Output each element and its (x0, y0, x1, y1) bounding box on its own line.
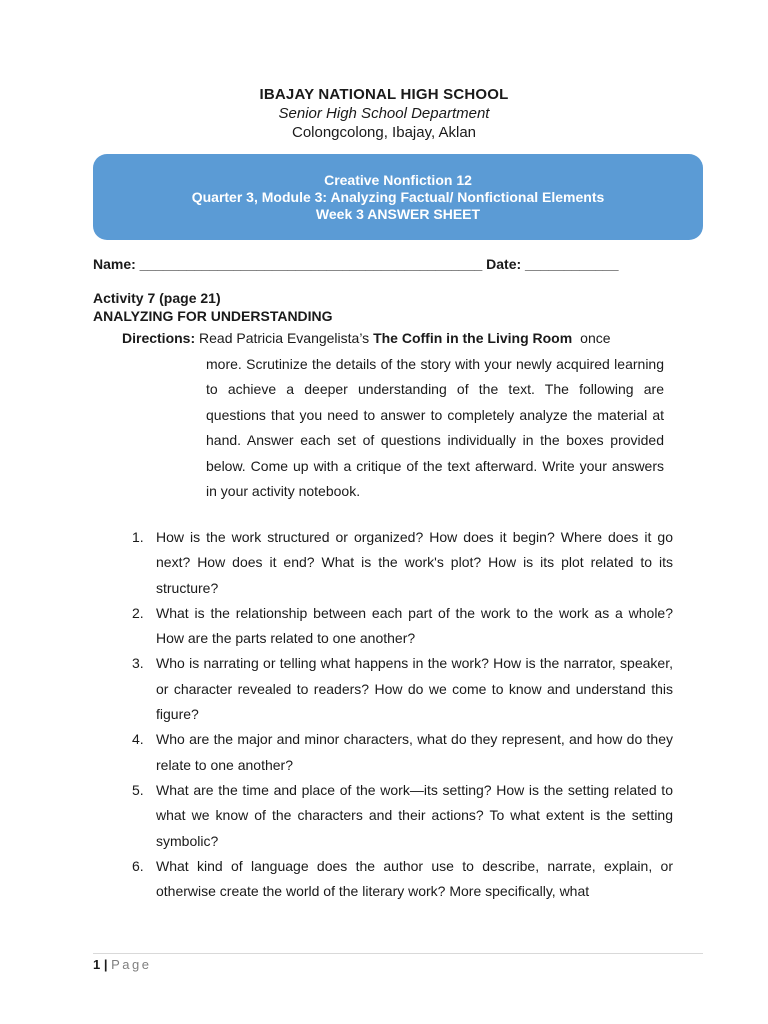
question-item (0, 651, 673, 727)
question-text: Who are the major and minor characters, what do they represent, and how do they relate to one another? (156, 731, 673, 773)
directions-pre: Read Patricia Evangelista’s (199, 330, 370, 346)
title-banner (93, 154, 703, 240)
subject-title: Creative Nonfiction 12 (324, 172, 472, 188)
page-number: 1 | (93, 957, 108, 972)
activity-title: Activity 7 (page 21) (93, 290, 221, 306)
department: Senior High School Department (278, 105, 490, 122)
question-text: How is the work structured or organized? How does it begin? Where does it go next? How does it end? What is the work's plot? How is its plot related to its structure? (156, 529, 673, 596)
story-title: The Coffin in the Living Room (373, 330, 573, 346)
name-date-line: Name: ____________________________________________ Date: ____________ (93, 256, 619, 272)
question-item (0, 727, 673, 778)
question-number: 5. (132, 781, 144, 798)
school-header (0, 86, 768, 141)
question-text: What kind of language does the author use to describe, narrate, explain, or otherwise create the world of the literary work? More specifically, what (156, 857, 673, 900)
question-item (0, 601, 673, 652)
question-text: What are the time and place of the work—its setting? How is the setting related to what we know of the characters and their actions? To what extent is the setting symbolic? (156, 781, 673, 849)
question-item (0, 854, 673, 905)
directions-first-line (122, 326, 670, 352)
page-word: Page (111, 957, 152, 972)
question-number: 1. (132, 529, 144, 545)
directions-label: Directions: (122, 330, 196, 346)
question-number: 4. (132, 731, 144, 748)
footer-divider (93, 953, 703, 954)
question-list (0, 525, 768, 904)
answer-sheet-title: Week 3 ANSWER SHEET (315, 206, 481, 222)
question-number: 2. (132, 604, 144, 621)
school-address: Colongcolong, Ibajay, Aklan (291, 124, 476, 141)
question-item (0, 525, 673, 601)
page-footer (93, 957, 151, 972)
question-number: 6. (132, 857, 144, 874)
question-text: What is the relationship between each part of the work to the work as a whole? How are the parts related to one another? (156, 604, 673, 647)
activity-subtitle: ANALYZING FOR UNDERSTANDING (93, 308, 333, 324)
question-number: 3. (132, 655, 144, 672)
question-item (0, 778, 673, 854)
question-text: Who is narrating or telling what happens in the work? How is the narrator, speaker, or character revealed to readers? How do we come to know and understand this figure? (156, 655, 673, 723)
directions-post: once (580, 330, 611, 346)
school-name: IBAJAY NATIONAL HIGH SCHOOL (259, 86, 509, 103)
module-title: Quarter 3, Module 3: Analyzing Factual/ Nonfictional Elements (191, 189, 605, 205)
directions-body: more. Scrutinize the details of the story with your newly acquired learning to achieve a deeper understanding of the text. The following are questions that you need to answer to completely analyze the material at hand. Answer each set of questions individually in the boxes provided below. Come up with a critique of the text afterward. Write your answers in your activity notebook. (206, 355, 664, 499)
